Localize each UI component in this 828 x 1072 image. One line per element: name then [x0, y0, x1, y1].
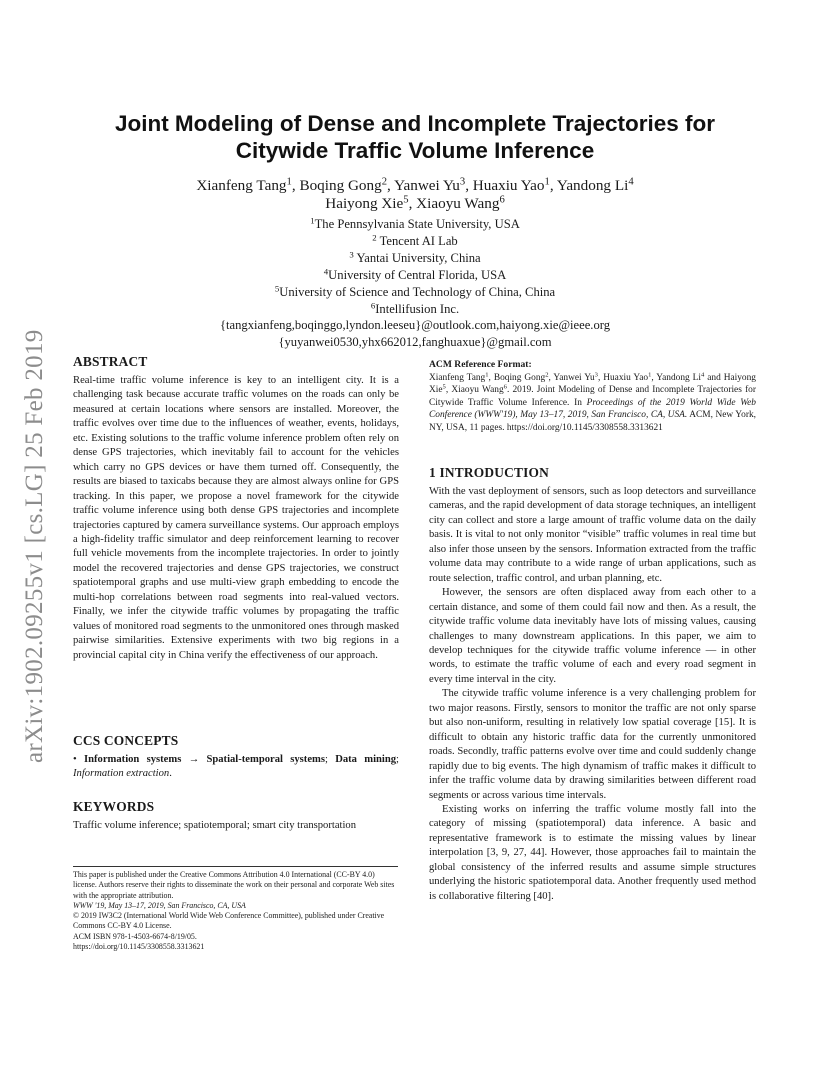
author-list [90, 177, 740, 213]
ccs-end: . [169, 768, 172, 780]
abstract-section [73, 354, 399, 663]
acm-ref-heading: ACM Reference Format: [429, 359, 532, 370]
ccs-bullet: • [73, 754, 77, 765]
affiliation-text: University of Central Florida, USA [328, 267, 507, 282]
ccs-separator: ; [324, 754, 336, 765]
affiliation-sup: 5 [274, 283, 280, 294]
acm-ref-text [429, 372, 756, 434]
affiliation-line [90, 301, 740, 318]
footnote-rule [73, 866, 398, 867]
intro-paragraph-3: The citywide traffic volume inference is a very challenging problem for two major reasons. Firstly, sensors to monitor the traffic are not only sparse but also non-uniform, resulting in relatively low spatial coverage [15]. It is difficult to obtain any historic traffic data for the currently unmonitored roads. Secondly, traffic patterns evolve over time and could suddenly change rapidly due to big events. The high dynamism of traffic makes it difficult to infer the traffic volume data by drawing similarities between different road segments or across various time intervals. [429, 688, 756, 801]
ref-author: , Yanwei Yu [548, 373, 595, 383]
author-affil-sup: 1 [286, 176, 292, 188]
intro-paragraph-1: With the vast deployment of sensors, such as loop detectors and surveillance cameras, and the rapid development of data storage techniques, an intelligent city can collect and store a large amount of traffic volume data on the daily basis. It is vital to not only monitor “visible” traffic volumes in real time but also infer those unseen by the sensors. Information extracted from the traffic volume data may contribute to a wide range of urban applications, such as route selection, traffic control, and urban planning, etc. [429, 486, 756, 584]
ccs-text [73, 753, 399, 782]
author-name: Boqing Gong [299, 177, 382, 194]
email-line: {tangxianfeng,boqinggo,lyndon.leeseu}@outlook.com,haiyong.xie@ieee.org [219, 318, 611, 333]
acm-reference [429, 359, 756, 434]
ref-author: and Haiyong Xie [429, 373, 756, 396]
affiliation-sup: 4 [323, 266, 329, 277]
ref-author: , Yandong Li [651, 373, 701, 383]
ref-author: Xianfeng Tang [429, 373, 486, 383]
ref-sup: 2 [545, 371, 549, 379]
author-affil-sup: 4 [628, 176, 634, 188]
author-name: Huaxiu Yao [472, 177, 545, 194]
ref-tail: ACM, New York, NY, USA, 11 pages. https://doi.org/10.1145/3308558.3313621 [429, 410, 756, 433]
ccs-concept: Information systems → Spatial-temporal systems [84, 754, 325, 765]
affiliation-sup: 1 [310, 215, 315, 226]
affiliation-text: Intellifusion Inc. [375, 301, 460, 316]
affiliation-text: The Pennsylvania State University, USA [314, 217, 520, 231]
affiliation-sup: 6 [370, 300, 376, 311]
email-line: {yuyanwei0530,yhx662012,fanghuaxue}@gmail.com [278, 335, 552, 350]
ccs-section [73, 733, 399, 782]
ccs-concept: Information extraction [73, 768, 170, 780]
author-name: Haiyong Xie [325, 195, 404, 212]
author-affil-sup: 2 [381, 176, 388, 188]
affiliation-line [90, 284, 740, 301]
ref-sup: 1 [648, 371, 652, 379]
ref-author: , Xiaoyu Wang [445, 385, 504, 396]
affiliations [90, 216, 740, 351]
keywords-heading: KEYWORDS [73, 799, 155, 814]
intro-paragraph-2: However, the sensors are often displaced away from each other to a certain distance, and some of them could fail now and then. As a result, the citywide traffic volume data inevitably have lots of missing values, causing challenges to many downstream applications. In this paper, we aim to develop techniques for the citywide traffic volume inference — in other words, to estimate the traffic volume of each and every road segment in every time interval in the city. [429, 587, 756, 685]
author-name: Yanwei Yu [394, 177, 460, 194]
affiliation-sup: 3 [349, 249, 354, 260]
ref-sup: 4 [701, 371, 705, 379]
affiliation-line [90, 267, 740, 284]
affiliation-text: Yantai University, China [353, 250, 481, 265]
arxiv-identifier: arXiv:1902.09255v1 [cs.LG] 25 Feb 2019 [21, 329, 48, 763]
intro-heading: 1 INTRODUCTION [429, 465, 549, 480]
affiliation-line [90, 250, 740, 267]
title-line-1: Joint Modeling of Dense and Incomplete Trajectories for [114, 111, 716, 136]
author-affil-sup: 3 [459, 176, 466, 188]
copyright-text: © 2019 IW3C2 (International World Wide Web Conference Committee), published under Creative Commons CC-BY 4.0 License. [73, 911, 385, 931]
affiliation-text: Tencent AI Lab [376, 233, 458, 248]
author-name: Xiaoyu Wang [416, 195, 500, 212]
ref-author: , Boqing Gong [488, 373, 546, 383]
keywords-section [73, 799, 399, 833]
author-name: Xianfeng Tang [196, 177, 287, 194]
ref-sup: 6 [503, 384, 507, 392]
affiliation-line [90, 233, 740, 250]
author-name: Yandong Li [556, 177, 629, 194]
ref-author: , Huaxiu Yao [597, 373, 649, 383]
abstract-heading: ABSTRACT [73, 354, 148, 369]
isbn-text: ACM ISBN 978-1-4503-6674-8/19/05. [73, 931, 197, 941]
author-line-2: Haiyong Xie$^5$, Xiaoyu Wang$^6$ [325, 194, 505, 212]
ref-sup: 3 [594, 371, 598, 379]
ref-venue: Proceedings of the 2019 World Wide Web Conference (WWW'19), May 13–17, 2019, San Francisco, CA, USA. [429, 397, 756, 421]
introduction-section [429, 465, 756, 904]
ccs-separator: ; [396, 754, 399, 765]
author-line-1: Xianfeng Tang$^1$, Boqing Gong$^2$, Yanwei Yu$^3$, Huaxiu Yao$^1$, Yandong Li$^4$ [196, 176, 634, 194]
intro-paragraph-4: Existing works on inferring the traffic volume mostly fall into the category of missing (spatiotemporal) data inference. A basic and representative framework is to estimate the missing values by linear interpolation [3, 9, 27, 44]. However, those approaches fail to maintain the global consistency of the inferred results and assume simple structures underlying the historic spatiotemporal data. Another frequently used method is collaborative filtering [40]. [429, 803, 756, 902]
paper-title [90, 110, 740, 164]
ref-text: . 2019. Joint Modeling of Dense and Incomplete Trajectories for Citywide Traffic Volume Inference. In [429, 385, 756, 408]
venue-text: WWW '19, May 13–17, 2019, San Francisco, CA, USA [73, 900, 246, 910]
doi-link[interactable]: https://doi.org/10.1145/3308558.3313621 [73, 942, 205, 952]
keywords-text: Traffic volume inference; spatiotemporal; smart city transportation [73, 820, 357, 831]
abstract-text: Real-time traffic volume inference is key to an intelligent city. It is a challenging task because accurate traffic volumes on the roads can only be measured at certain locations where sensors are installed. Moreover, the traffic evolves over time due to the influences of weather, events, holidays, etc. Existing solutions to the traffic volume inference problem often rely on dense GPS trajectories, which inevitably fail to account for the vehicles which carry no GPS devices or have them turned off. Consequently, the results are biased to taxicabs because they are almost always online for GPS tracking. In this paper, we propose a novel framework for the citywide traffic volume inference using both dense GPS trajectories and incomplete trajectories captured by camera surveillance systems. Our approach employs a high-fidelity traffic simulator and deep reinforcement learning to recover full vehicle movements from the incomplete trajectories. In order to jointly model the recovered trajectories and dense GPS trajectories, we construct spatiotemporal graphs and use multi-view graph embedding to encode the multi-hop correlations between road segments into real-valued vectors. Finally, we infer the citywide traffic volumes by propagating the traffic values of monitored road segments to the unmonitored ones through masked pairwise similarities. Extensive experiments with two big regions in a provincial capital city in China verify the effectiveness of our approach. [73, 375, 399, 661]
title-line-2: Citywide Traffic Volume Inference [235, 138, 595, 163]
ccs-heading: CCS CONCEPTS [73, 733, 179, 748]
author-affil-sup: 1 [544, 176, 550, 188]
footnote [73, 870, 399, 952]
author-affil-sup: 5 [403, 194, 409, 206]
license-text: This paper is published under the Creative Commons Attribution 4.0 International (CC-BY 4.0) license. Authors reserve their rights to disseminate the work on their personal and corporate Web sites with the appropriate attribution. [73, 870, 395, 900]
ccs-concept: Data mining [335, 754, 397, 765]
ref-sup: 5 [442, 384, 446, 392]
affiliation-sup: 2 [372, 232, 377, 243]
ref-sup: 1 [485, 371, 489, 379]
author-affil-sup: 6 [499, 194, 505, 206]
affiliation-text: University of Science and Technology of China, China [279, 284, 556, 299]
affiliation-line [90, 216, 740, 233]
